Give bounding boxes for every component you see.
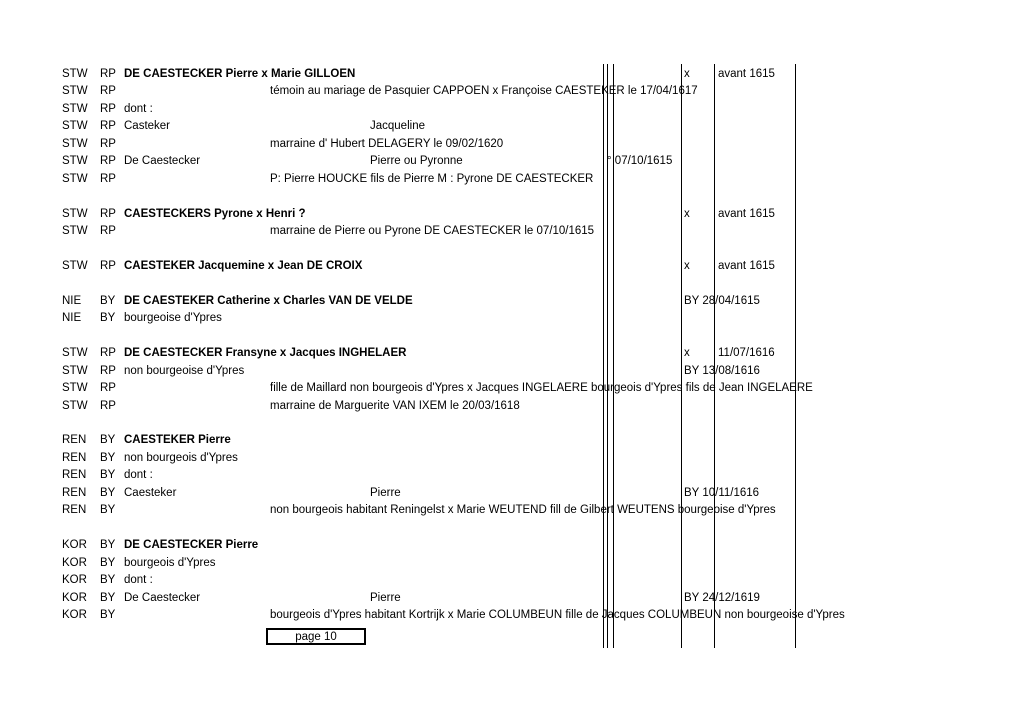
cell-b: RP [100,382,116,395]
cell-c: dont : [124,469,153,482]
cell-b: BY [100,504,116,517]
cell-g: BY 24/12/1619 [684,591,760,604]
table-row [0,573,1024,590]
cell-c: CAESTECKERS Pyrone x Henri ? [124,207,306,220]
cell-b: RP [100,120,116,133]
cell-b: BY [100,591,116,604]
table-row [0,294,1024,311]
cell-g: BY 28/04/1615 [684,294,760,307]
cell-a: KOR [62,591,87,604]
cell-a: REN [62,451,87,464]
cell-c: bourgeois d'Ypres [124,556,216,569]
cell-b: BY [100,539,116,552]
cell-a: STW [62,259,88,272]
table-row [0,119,1024,136]
cell-a: STW [62,225,88,238]
cell-d: fille de Maillard non bourgeois d'Ypres x Jacques INGELAERE bourgeois d'Ypres fils de Jean INGELAERE [270,382,813,395]
cell-c: CAESTEKER Jacquemine x Jean DE CROIX [124,259,363,272]
cell-a: STW [62,120,88,133]
cell-a: STW [62,102,88,115]
page-number-label: page 10 [295,631,337,643]
cell-d: marraine de Pierre ou Pyrone DE CAESTECKER le 07/10/1615 [270,225,595,238]
cell-b: RP [100,347,116,360]
cell-e: Pierre [370,591,401,604]
cell-a: REN [62,504,87,517]
cell-b: RP [100,207,116,220]
cell-d: non bourgeois habitant Reningelst x Marie WEUTEND fill de Gilbert WEUTENS bourgeoise d'Ypres [270,504,776,517]
cell-a: STW [62,85,88,98]
cell-d: marraine de Marguerite VAN IXEM le 20/03/1618 [270,399,520,412]
table-row [0,451,1024,468]
cell-b: RP [100,137,116,150]
cell-c: DE CAESTEKER Catherine x Charles VAN DE VELDE [124,294,413,307]
cell-a: REN [62,434,87,447]
cell-a: KOR [62,608,87,621]
table-row [0,84,1024,101]
table-row [0,172,1024,189]
cell-h: avant 1615 [718,68,775,80]
cell-c: bourgeoise d'Ypres [124,312,222,325]
table-row [0,67,1024,84]
cell-a: STW [62,382,88,395]
blank-row [0,276,1024,293]
cell-e: Pierre [370,486,401,499]
cell-a: KOR [62,539,87,552]
table-row [0,486,1024,503]
cell-g: x [684,68,690,80]
table-row [0,102,1024,119]
cell-a: NIE [62,294,82,307]
cell-c: non bourgeois d'Ypres [124,451,238,464]
blank-row [0,416,1024,433]
cell-d: témoin au mariage de Pasquier CAPPOEN x Françoise CAESTEKER le 17/04/1617 [270,85,698,98]
cell-b: BY [100,556,116,569]
cell-a: STW [62,347,88,360]
cell-c: De Caestecker [124,155,201,168]
cell-b: RP [100,172,116,185]
cell-e: Pierre ou Pyronne [370,155,463,168]
cell-g: x [684,259,690,272]
cell-b: RP [100,68,116,80]
cell-b: BY [100,312,116,325]
cell-a: KOR [62,556,87,569]
cell-c: DE CAESTECKER Pierre [124,539,259,552]
cell-b: RP [100,225,116,238]
table-row [0,381,1024,398]
blank-row [0,242,1024,259]
cell-b: RP [100,102,116,115]
table-row [0,608,1024,625]
table-row [0,346,1024,363]
cell-a: STW [62,68,88,80]
cell-b: RP [100,259,116,272]
table-row [0,311,1024,328]
cell-b: RP [100,85,116,98]
cell-f: ° 07/10/1615 [607,155,673,168]
table-row [0,468,1024,485]
cell-b: BY [100,574,116,587]
cell-b: BY [100,294,116,307]
table-row [0,538,1024,555]
blank-row [0,521,1024,538]
cell-c: dont : [124,102,153,115]
blank-row [0,189,1024,206]
cell-a: STW [62,207,88,220]
cell-g: BY 13/08/1616 [684,364,760,377]
cell-d: bourgeois d'Ypres habitant Kortrijk x Marie COLUMBEUN fille de Jacques COLUMBEUN non bourgeoise d'Ypres [270,608,845,621]
cell-c: De Caestecker [124,591,201,604]
cell-b: BY [100,608,116,621]
cell-c: DE CAESTECKER Fransyne x Jacques INGHELAER [124,347,407,360]
cell-c: CAESTEKER Pierre [124,434,231,447]
table-row [0,591,1024,608]
cell-a: REN [62,486,87,499]
cell-b: RP [100,155,116,168]
table-row [0,433,1024,450]
cell-g: x [684,207,690,220]
table-row [0,556,1024,573]
cell-c: DE CAESTECKER Pierre x Marie GILLOEN [124,68,356,80]
cell-b: BY [100,486,116,499]
cell-h: avant 1615 [718,259,775,272]
cell-c: non bourgeoise d'Ypres [124,364,245,377]
table-row [0,399,1024,416]
table-row [0,207,1024,224]
cell-b: BY [100,434,116,447]
cell-a: STW [62,172,88,185]
cell-c: Caesteker [124,486,177,499]
cell-b: RP [100,399,116,412]
cell-g: BY 10/11/1616 [684,486,760,499]
cell-h: 11/07/1616 [718,347,775,360]
table-row [0,224,1024,241]
cell-b: BY [100,469,116,482]
cell-c: Casteker [124,120,171,133]
cell-d: P: Pierre HOUCKE fils de Pierre M : Pyrone DE CAESTECKER [270,172,594,185]
table-row [0,154,1024,171]
table-row [0,259,1024,276]
cell-a: STW [62,155,88,168]
cell-a: REN [62,469,87,482]
page-number-box [266,628,366,645]
cell-b: BY [100,451,116,464]
cell-a: NIE [62,312,82,325]
cell-a: STW [62,399,88,412]
cell-a: STW [62,364,88,377]
cell-c: dont : [124,574,153,587]
cell-a: STW [62,137,88,150]
cell-h: avant 1615 [718,207,775,220]
table-row [0,364,1024,381]
table-row [0,137,1024,154]
cell-b: RP [100,364,116,377]
cell-e: Jacqueline [370,120,425,133]
table-row [0,503,1024,520]
cell-a: KOR [62,574,87,587]
cell-d: marraine d' Hubert DELAGERY le 09/02/1620 [270,137,504,150]
cell-g: x [684,347,690,360]
blank-row [0,329,1024,346]
